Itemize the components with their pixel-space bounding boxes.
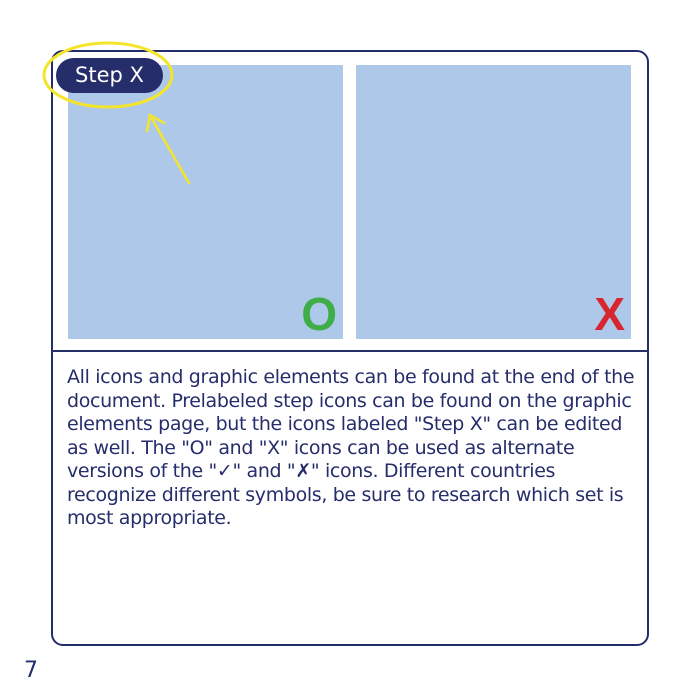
pointer-arrow-icon bbox=[152, 119, 189, 183]
instructions-text: All icons and graphic elements can be found at the end of the document. Prelabeled step icons can be found on the graphic elements page, but the icons labeled "Step X" can be edited as well. The "O" and "X" icons can be used as alternate versions of the "✓" and "✗" icons. Different countries recognize different symbols, be sure to research which set is most appropriate. bbox=[67, 366, 635, 529]
highlight-circle-icon bbox=[44, 43, 172, 107]
o-mark-icon: O bbox=[301, 288, 337, 340]
x-mark-icon: X bbox=[594, 288, 625, 340]
page-number: 7 bbox=[24, 658, 38, 683]
step-label-badge: Step X bbox=[56, 58, 163, 93]
